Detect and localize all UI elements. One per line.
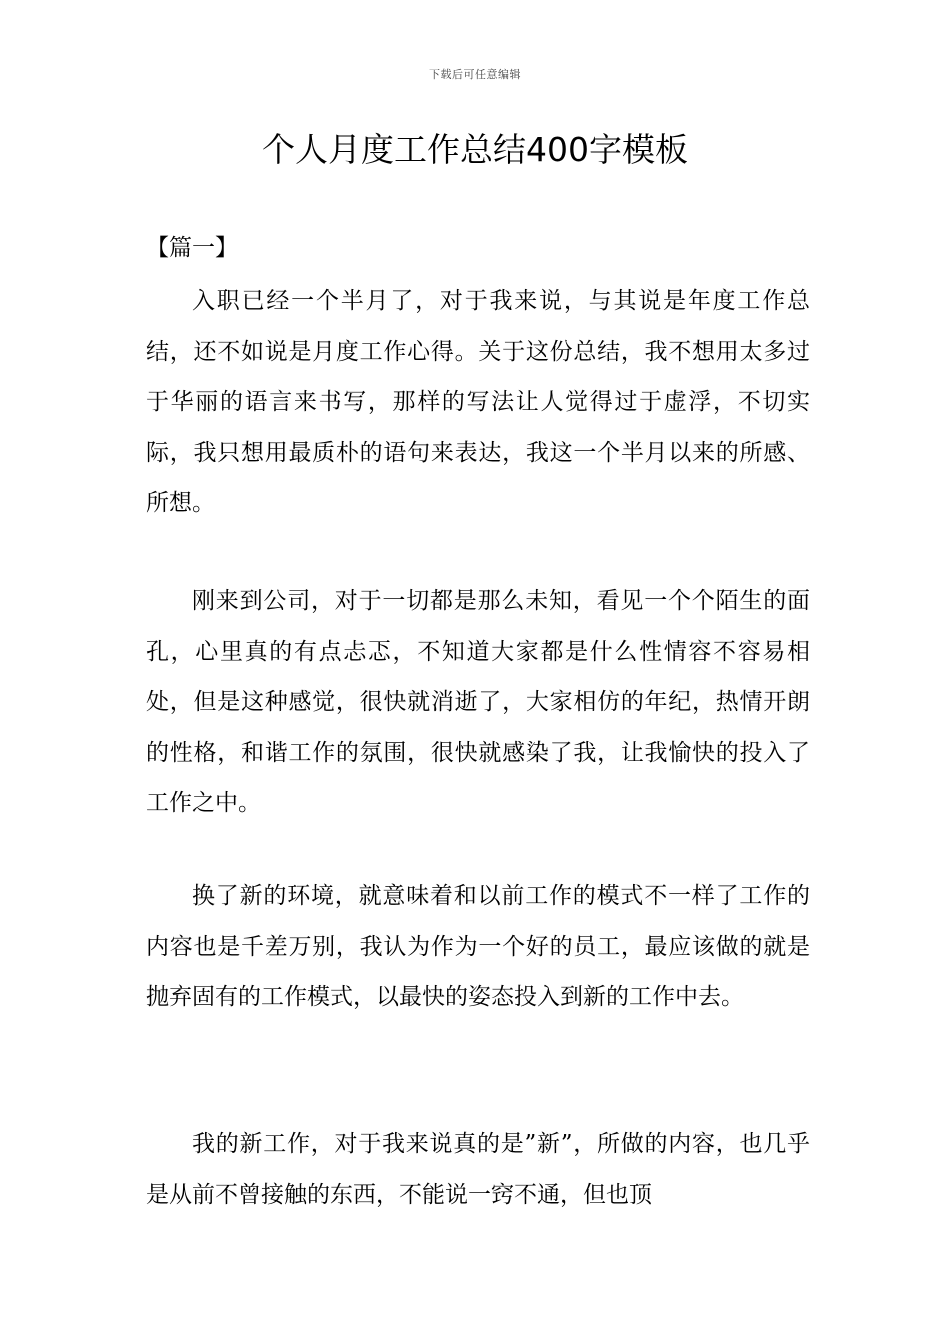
- document-title: 个人月度工作总结400字模板: [262, 130, 688, 169]
- header-note: 下载后可任意编辑: [429, 68, 521, 81]
- paragraph-2: 刚来到公司，对于一切都是那么未知，看见一个个陌生的面孔，心里真的有点忐忑，不知道大家都是什么性情容不容易相处，但是这种感觉，很快就消逝了，大家相仿的年纪，热情开朗的性格，和谐工作的氛围，很快就感染了我，让我愉快的投入了工作之中。: [146, 588, 810, 816]
- paragraph-1: 入职已经一个半月了，对于我来说，与其说是年度工作总结，还不如说是月度工作心得。关于这份总结，我不想用太多过于华丽的语言来书写，那样的写法让人觉得过于虚浮，不切实际，我只想用最质朴的语句来表达，我这一个半月以来的所感、所想。: [146, 288, 810, 516]
- paragraph-4: 我的新工作，对于我来说真的是”新”，所做的内容，也几乎是从前不曾接触的东西，不能说一窍不通，但也顶: [146, 1131, 810, 1208]
- section-heading: 【篇一】: [146, 235, 238, 261]
- paragraph-3: 换了新的环境，就意味着和以前工作的模式不一样了工作的内容也是千差万别，我认为作为一个好的员工，最应该做的就是抛弃固有的工作模式，以最快的姿态投入到新的工作中去。: [146, 883, 810, 1010]
